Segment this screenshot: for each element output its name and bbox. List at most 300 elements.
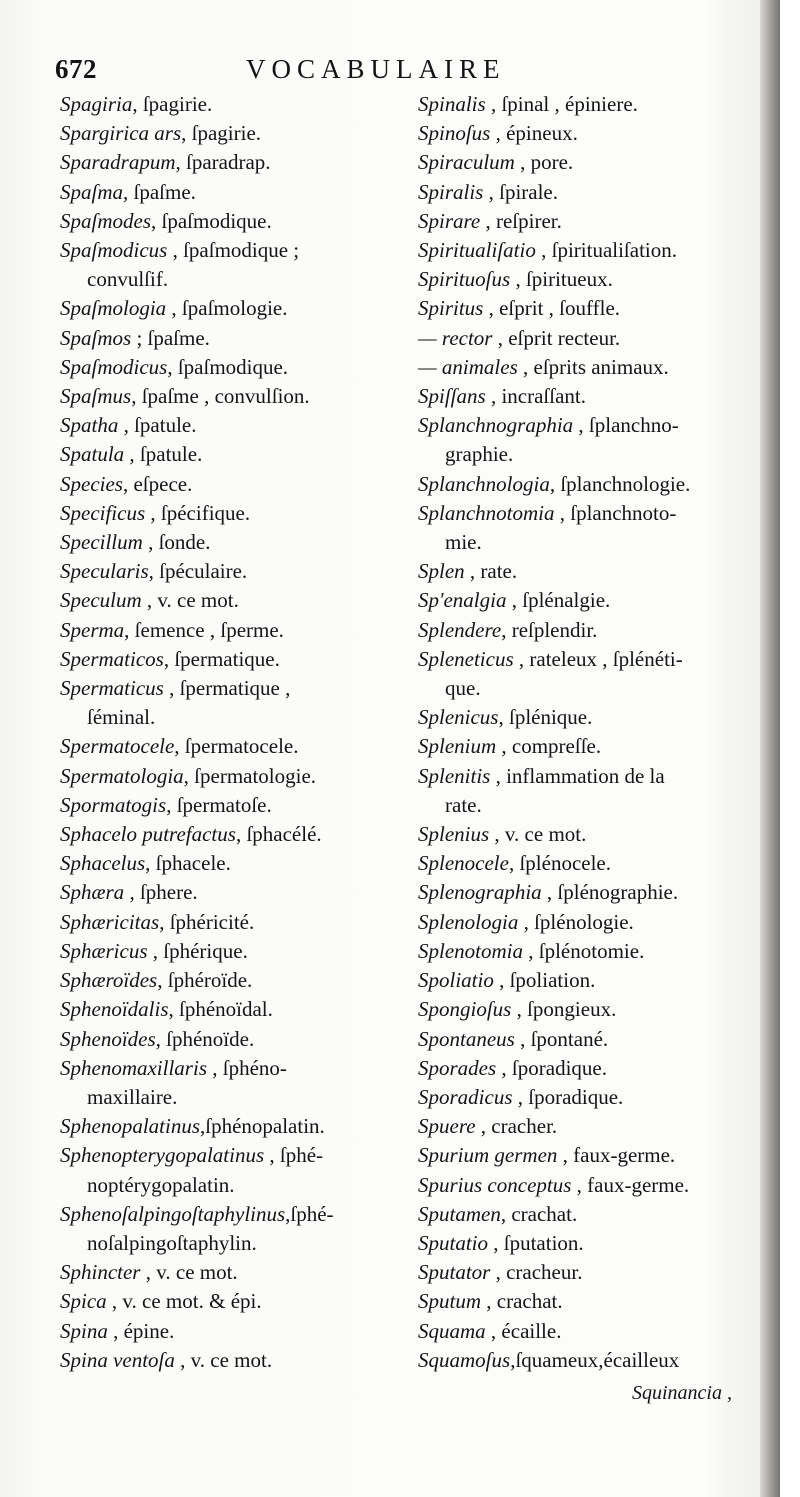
entry-term: — animales: [418, 354, 518, 379]
entry-term: Spaſma: [60, 179, 123, 204]
dictionary-entry: [60, 937, 400, 966]
entry-separator: ,: [183, 763, 195, 788]
dictionary-entry: [418, 645, 763, 703]
entry-translation: ſphénoïdal.: [179, 997, 273, 1022]
entry-separator: ,: [488, 1230, 504, 1255]
entry-term: Spiralis: [418, 179, 484, 204]
entry-continuation: rate.: [445, 792, 482, 817]
entry-translation: ſquameux,écailleux: [515, 1347, 680, 1372]
dictionary-entry: [418, 1054, 763, 1083]
dictionary-entry: [60, 1054, 400, 1112]
left-column: [60, 90, 400, 1375]
entry-term: Speculum: [60, 588, 142, 613]
entry-separator: ,: [159, 909, 170, 934]
entry-term: Sputatio: [418, 1230, 489, 1255]
entry-term: Spiritualiſatio: [418, 238, 536, 263]
entry-separator: ,: [124, 880, 140, 905]
entry-term: Spatha: [60, 413, 119, 438]
entry-term: Splanchnographia: [418, 413, 574, 438]
entry-term: Spormatogis: [60, 792, 167, 817]
entry-term: Sphæra: [60, 880, 125, 905]
entry-translation: épineux.: [506, 121, 578, 146]
entry-term: Species: [60, 471, 123, 496]
entry-translation: ſpaſme.: [147, 325, 210, 350]
entry-translation: ſplénographie.: [557, 880, 679, 905]
entry-translation: ſpaſme , convulſion.: [141, 384, 310, 409]
entry-term: Spermatocele: [60, 734, 175, 759]
entry-continuation: noptérygopalatin.: [87, 1172, 235, 1197]
dictionary-entry: [60, 849, 400, 878]
entry-term: Spaſmodicus: [60, 354, 168, 379]
entry-continuation: maxillaire.: [87, 1084, 178, 1109]
entry-term: Splenius: [418, 822, 490, 847]
dictionary-entry: [418, 820, 763, 849]
entry-separator: ,: [124, 617, 135, 642]
entry-term: Splendere: [418, 617, 502, 642]
entry-separator: ,: [123, 179, 134, 204]
dictionary-entry: [60, 995, 400, 1024]
entry-translation: eſpece.: [133, 471, 193, 496]
dictionary-entry: [418, 90, 763, 119]
entry-term: Spaſmus: [60, 384, 132, 409]
entry-term: Sphacelus: [60, 851, 146, 876]
entry-continuation: que.: [445, 676, 481, 701]
entry-translation: cracheur.: [506, 1260, 583, 1285]
entry-term: Spaſmodicus: [60, 238, 168, 263]
entry-translation: ſporadique.: [511, 1055, 607, 1080]
dictionary-entry: [418, 557, 763, 586]
entry-continuation: ſéminal.: [87, 705, 156, 730]
entry-translation: ſpermatique ,: [179, 676, 291, 701]
entry-translation: ſpontané.: [530, 1026, 609, 1051]
dictionary-entry: [60, 499, 400, 528]
dictionary-entry: [60, 324, 400, 353]
dictionary-entry: [418, 878, 763, 907]
dictionary-entry: [60, 294, 400, 323]
dictionary-entry: [60, 908, 400, 937]
entry-term: Sputator: [418, 1260, 491, 1285]
entry-separator: ,: [163, 676, 180, 701]
entry-term: Sphacelo putrefactus: [60, 822, 236, 847]
entry-separator: ,: [131, 384, 142, 409]
dictionary-entry: [60, 732, 400, 761]
entry-separator: ,: [118, 413, 135, 438]
entry-term: Sphæroïdes: [60, 968, 158, 993]
entry-separator: ,: [485, 92, 502, 116]
entry-separator: ,: [148, 559, 160, 584]
dictionary-entry: [418, 995, 763, 1024]
entry-term: Sporadicus: [418, 1084, 513, 1109]
entry-term: Splenocele: [418, 851, 509, 876]
entry-translation: crachat.: [496, 1289, 563, 1314]
entry-translation: ſphérique.: [163, 938, 248, 963]
entry-term: Splen: [418, 559, 465, 584]
entry-separator: ,: [496, 734, 512, 759]
entry-separator: ,: [485, 1318, 502, 1343]
entry-translation: eſprit , ſouffle.: [499, 296, 621, 321]
dictionary-entry: [60, 440, 400, 469]
entry-separator: ,: [166, 296, 182, 321]
dictionary-entry: [60, 236, 400, 294]
entry-separator: ,: [508, 851, 520, 876]
entry-translation: ſemence , ſperme.: [134, 617, 284, 642]
entry-separator: ,: [175, 150, 187, 175]
entry-translation: ſplénique.: [508, 705, 593, 730]
entry-translation: incraſſant.: [501, 384, 586, 409]
running-head: VOCABULAIRE: [246, 54, 506, 84]
dictionary-entry: [60, 1317, 400, 1346]
dictionary-entry: [418, 178, 763, 207]
entry-translation: ſplénocele.: [519, 851, 611, 876]
dictionary-entry: [418, 937, 763, 966]
entry-separator: ,: [181, 121, 192, 146]
entry-translation: v. ce mot.: [190, 1347, 273, 1372]
entry-translation: ſplénalgie.: [522, 588, 611, 613]
entry-separator: ,: [163, 646, 175, 671]
entry-separator: ,: [523, 938, 539, 963]
dictionary-entry: [60, 353, 400, 382]
dictionary-entry: [418, 732, 763, 761]
dictionary-entry: [418, 703, 763, 732]
entry-separator: ,: [167, 354, 178, 379]
entry-translation: ſpoliation.: [509, 968, 596, 993]
entry-term: Sphenoïdes: [60, 1026, 156, 1051]
dictionary-entry: [60, 1112, 400, 1141]
entry-translation: cracher.: [491, 1114, 558, 1139]
entry-term: Sphæricitas: [60, 909, 160, 934]
entry-translation: pore.: [530, 150, 574, 175]
entry-continuation: graphie.: [445, 442, 514, 467]
entry-separator: ,: [512, 1084, 529, 1109]
entry-separator: ,: [541, 880, 558, 905]
entry-separator: ,: [549, 471, 561, 496]
entry-translation: ſphéno-: [222, 1055, 287, 1080]
entry-separator: ,: [464, 559, 481, 584]
dictionary-entry: [418, 1229, 763, 1258]
entry-separator: ,: [514, 1026, 531, 1051]
dictionary-entry: [60, 528, 400, 557]
entry-term: Specificus: [60, 500, 146, 525]
dictionary-entry: [418, 207, 763, 236]
entry-translation: reſpirer.: [495, 208, 562, 233]
dictionary-entry: [60, 1141, 400, 1199]
entry-continuation: noſalpingoſtaphylin.: [87, 1230, 257, 1255]
entry-term: Sparadrapum: [60, 150, 176, 175]
dictionary-entry: [60, 148, 400, 177]
entry-separator: ,: [106, 1289, 123, 1314]
entry-translation: ſpiritueux.: [525, 267, 613, 292]
right-column: [418, 90, 763, 1375]
entry-translation: ſpermatoſe.: [176, 792, 272, 817]
entry-translation: ſpirale.: [499, 179, 558, 204]
entry-term: Splenotomia: [418, 938, 523, 963]
entry-term: Splenitis: [418, 763, 491, 788]
dictionary-entry: [418, 1171, 763, 1200]
entry-separator: ,: [571, 1172, 588, 1197]
entry-translation: ſpagirie.: [191, 121, 262, 146]
entry-separator: ,: [142, 530, 159, 555]
entry-term: Sphenopterygopalatinus: [60, 1143, 265, 1168]
entry-translation: ſphé-: [279, 1143, 324, 1168]
dictionary-entry: [60, 762, 400, 791]
entry-term: Specularis: [60, 559, 149, 584]
entry-separator: ,: [174, 734, 185, 759]
dictionary-entry: [418, 382, 763, 411]
entry-separator: ,: [573, 413, 589, 438]
entry-separator: ,: [500, 1201, 512, 1226]
entry-translation: ſpermatologie.: [194, 763, 317, 788]
entry-separator: ,: [155, 1026, 167, 1051]
dictionary-entry: [60, 207, 400, 236]
dictionary-entry: [418, 236, 763, 265]
entry-translation: ſparadrap.: [186, 150, 271, 175]
entry-term: Sperma: [60, 617, 125, 642]
page-number: 672: [55, 54, 97, 84]
dictionary-entry: [418, 119, 763, 148]
dictionary-entry: [418, 762, 763, 820]
entry-term: Spoliatio: [418, 968, 494, 993]
dictionary-entry: [60, 645, 400, 674]
entry-term: Spaſmos: [60, 325, 132, 350]
entry-term: Sphenoſalpingoſtaphylinus: [60, 1201, 286, 1226]
entry-term: Sphæricus: [60, 938, 148, 963]
entry-separator: ,: [285, 1201, 291, 1226]
entry-translation: ſpinal , épiniere.: [501, 92, 638, 116]
entry-separator: ,: [490, 1260, 507, 1285]
entry-translation: v. ce mot.: [157, 588, 239, 613]
entry-separator: ,: [514, 150, 531, 175]
entry-term: Spina ventoſa: [60, 1347, 175, 1372]
dictionary-entry: [418, 1025, 763, 1054]
entry-translation: v. ce mot.: [156, 1260, 238, 1285]
entry-translation: ſputation.: [503, 1230, 584, 1255]
entry-translation: ſphénoïde.: [166, 1026, 255, 1051]
entry-continuation: convulſif.: [87, 267, 169, 292]
entry-translation: ſpécifique.: [160, 500, 251, 525]
dictionary-entry: [418, 849, 763, 878]
entry-translation: ſphacele.: [155, 851, 231, 876]
page-edge-shadow: [760, 0, 780, 1497]
entry-term: Squama: [418, 1318, 486, 1343]
dictionary-entry: [60, 119, 400, 148]
entry-term: Sputamen: [418, 1201, 501, 1226]
dictionary-entry: [418, 1287, 763, 1316]
entry-separator: ,: [535, 238, 552, 263]
entry-term: Squamoſus: [418, 1347, 511, 1372]
dictionary-entry: [60, 1200, 400, 1258]
entry-separator: ,: [157, 968, 168, 993]
entry-term: Spurius conceptus: [418, 1172, 572, 1197]
entry-translation: ſphere.: [139, 880, 198, 905]
entry-separator: ,: [480, 208, 496, 233]
entry-separator: ,: [498, 705, 509, 730]
entry-separator: ,: [147, 938, 164, 963]
entry-separator: ,: [485, 384, 502, 409]
dictionary-entry: [418, 908, 763, 937]
entry-separator: ,: [207, 1055, 223, 1080]
dictionary-entry: [60, 791, 400, 820]
entry-term: Spuere: [418, 1114, 476, 1139]
dictionary-entry: [418, 1112, 763, 1141]
entry-separator: ,: [140, 1260, 157, 1285]
entry-term: Spiſſans: [418, 384, 486, 409]
entry-term: Spica: [60, 1289, 107, 1314]
entry-translation: rate.: [480, 559, 518, 584]
entry-separator: ,: [501, 617, 512, 642]
entry-translation: eſprits animaux.: [533, 354, 669, 379]
entry-separator: ,: [517, 354, 534, 379]
entry-separator: ,: [122, 471, 134, 496]
entry-separator: ,: [490, 121, 507, 146]
entry-translation: ſpatule.: [134, 413, 197, 438]
entry-separator: ,: [481, 1289, 497, 1314]
entry-separator: ,: [493, 968, 510, 993]
entry-separator: ,: [557, 1143, 574, 1168]
dictionary-entry: [60, 1025, 400, 1054]
entry-separator: ,: [151, 208, 162, 233]
entry-translation: reſplendir.: [511, 617, 598, 642]
entry-translation: ſpaſmodique.: [161, 208, 272, 233]
entry-term: Sphenoïdalis: [60, 997, 169, 1022]
entry-term: Spiritus: [418, 296, 484, 321]
entry-separator: ;: [131, 325, 148, 350]
dictionary-entry: [418, 1258, 763, 1287]
dictionary-entry: [60, 411, 400, 440]
entry-translation: ſphénopalatin.: [205, 1114, 325, 1139]
dictionary-entry: [60, 1287, 400, 1316]
entry-term: Sphenomaxillaris: [60, 1055, 207, 1080]
entry-term: Splenographia: [418, 880, 542, 905]
entry-translation: ſphéricité.: [169, 909, 255, 934]
dictionary-entry: [60, 470, 400, 499]
entry-separator: ,: [513, 646, 530, 671]
entry-term: Spagiria: [60, 92, 133, 116]
entry-continuation: mie.: [445, 530, 482, 555]
entry-translation: faux-germe.: [573, 1143, 676, 1168]
entry-term: Spaſmodes: [60, 208, 151, 233]
entry-term: Spontaneus: [418, 1026, 515, 1051]
dictionary-entry: [60, 878, 400, 907]
dictionary-entry: [60, 382, 400, 411]
dictionary-entry: [418, 1346, 763, 1375]
dictionary-entry: [60, 557, 400, 586]
entry-translation: ſpéculaire.: [159, 559, 248, 584]
entry-separator: ,: [483, 179, 500, 204]
entry-translation: ſphéroïde.: [167, 968, 253, 993]
entry-term: Spiraculum: [418, 150, 515, 175]
entry-translation: épine.: [123, 1318, 175, 1343]
entry-separator: ,: [145, 851, 156, 876]
entry-term: Spermatologia: [60, 763, 184, 788]
entry-translation: ſphacélé.: [246, 822, 322, 847]
entry-separator: ,: [168, 997, 179, 1022]
entry-term: — rector: [418, 325, 493, 350]
dictionary-entry: [418, 265, 763, 294]
entry-translation: écaille.: [501, 1318, 562, 1343]
entry-separator: ,: [510, 1347, 516, 1372]
entry-term: Sphincter: [60, 1260, 141, 1285]
entry-translation: ſplénologie.: [534, 909, 634, 934]
entry-separator: ,: [518, 909, 535, 934]
entry-term: Sputum: [418, 1289, 481, 1314]
dictionary-entry: [418, 616, 763, 645]
entry-term: Sporades: [418, 1055, 497, 1080]
dictionary-entry: [418, 353, 763, 382]
dictionary-entry: [60, 1258, 400, 1287]
entry-separator: ,: [141, 588, 158, 613]
entry-separator: ,: [200, 1114, 206, 1139]
dictionary-entry: [60, 586, 400, 615]
entry-term: Spermaticus: [60, 676, 164, 701]
entry-term: Spongioſus: [418, 997, 512, 1022]
entry-translation: crachat.: [511, 1201, 578, 1226]
entry-translation: ſplanchnologie.: [560, 471, 691, 496]
entry-separator: ,: [554, 500, 571, 525]
dictionary-entry: [418, 411, 763, 469]
entry-term: Sp'enalgia: [418, 588, 507, 613]
entry-translation: eſprit recteur.: [508, 325, 621, 350]
entry-translation: ſpatule.: [139, 442, 203, 467]
entry-translation: ſpaſme.: [133, 179, 196, 204]
entry-term: Splenium: [418, 734, 497, 759]
entry-separator: ,: [506, 588, 523, 613]
dictionary-entry: [60, 90, 400, 119]
entry-term: Sphenopalatinus: [60, 1114, 200, 1139]
entry-translation: ſplénotomie.: [538, 938, 645, 963]
entry-separator: ,: [124, 442, 140, 467]
dictionary-entry: [60, 178, 400, 207]
entry-term: Spirare: [418, 208, 481, 233]
entry-translation: rateleux , ſplénéti-: [529, 646, 683, 671]
dictionary-entry: [418, 1083, 763, 1112]
entry-separator: ,: [166, 792, 177, 817]
entry-term: Splanchnotomia: [418, 500, 555, 525]
entry-translation: ſporadique.: [528, 1084, 624, 1109]
entry-separator: ,: [107, 1318, 124, 1343]
entry-translation: ſpongieux.: [527, 997, 617, 1022]
entry-translation: v. ce mot.: [504, 822, 587, 847]
entry-separator: ,: [511, 997, 528, 1022]
entry-term: Spargirica ars: [60, 121, 182, 146]
entry-translation: ſplanchno-: [588, 413, 679, 438]
dictionary-entry: [418, 1200, 763, 1229]
entry-term: Spina: [60, 1318, 108, 1343]
dictionary-entry: [60, 966, 400, 995]
entry-separator: ,: [490, 763, 507, 788]
entry-term: Splenologia: [418, 909, 519, 934]
entry-term: Spaſmologia: [60, 296, 167, 321]
entry-term: Spermaticos: [60, 646, 164, 671]
entry-term: Spurium germen: [418, 1143, 558, 1168]
entry-separator: ,: [475, 1114, 492, 1139]
entry-separator: ,: [235, 822, 247, 847]
dictionary-entry: [418, 1141, 763, 1170]
entry-translation: faux-germe.: [587, 1172, 690, 1197]
entry-term: Spatula: [60, 442, 125, 467]
dictionary-entry: [418, 294, 763, 323]
entry-term: Spinoſus: [418, 121, 491, 146]
entry-separator: ,: [145, 500, 161, 525]
entry-translation: v. ce mot. & épi.: [122, 1289, 262, 1314]
catchword: Squinancia ,: [632, 1382, 732, 1404]
entry-separator: ,: [510, 267, 526, 292]
entry-separator: ,: [167, 238, 184, 263]
entry-translation: ſpiritualiſation.: [551, 238, 678, 263]
dictionary-entry: [60, 820, 400, 849]
entry-translation: ſonde.: [158, 530, 211, 555]
dictionary-entry: [60, 1346, 400, 1375]
dictionary-entry: [60, 674, 400, 732]
